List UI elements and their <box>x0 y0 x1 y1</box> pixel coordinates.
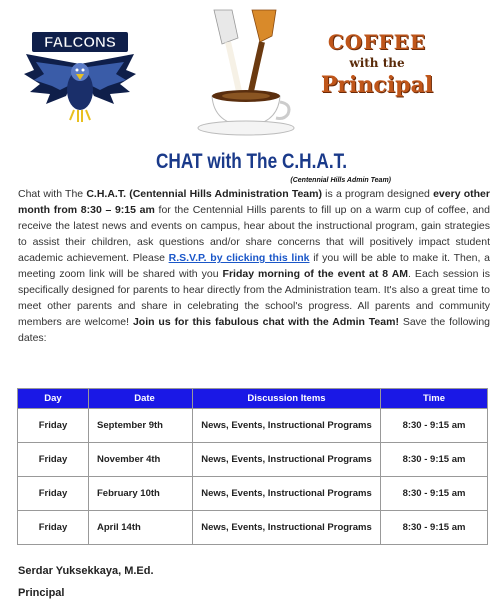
body-text: Save the following dates: <box>18 316 490 344</box>
cell-day: Friday <box>18 443 89 477</box>
table-row <box>18 477 488 511</box>
cell-time: 8:30 - 9:15 am <box>381 443 488 477</box>
logo-text: FALCONS <box>44 34 116 51</box>
cell-date: September 9th <box>89 409 193 443</box>
cell-items: News, Events, Instructional Programs <box>193 511 381 545</box>
coffee-cup-image <box>192 8 300 138</box>
body-text: . Each session is specifically designed for parents to hear directly from the Administration team. It's also a great time to meet other parents and share in celebrating the school's progress. All parents and community members are welcome! <box>18 268 490 328</box>
cell-day: Friday <box>18 409 89 443</box>
table-row <box>18 511 488 545</box>
signature-name: Serdar Yuksekkaya, M.Ed. <box>18 565 154 577</box>
table-row <box>18 443 488 477</box>
body-text: if you will be able to make it. Then, a meeting zoom link will be shared with you <box>18 252 490 280</box>
coffee-with-principal-title <box>302 30 452 110</box>
cell-date: November 4th <box>89 443 193 477</box>
header-banner <box>0 0 503 140</box>
schedule-table <box>17 388 488 545</box>
page-title: CHAT with The C.H.A.T. <box>155 150 348 173</box>
cell-time: 8:30 - 9:15 am <box>381 511 488 545</box>
body-text: is a program designed <box>321 188 434 200</box>
table-row <box>18 409 488 443</box>
cell-items: News, Events, Instructional Programs <box>193 477 381 511</box>
cell-items: News, Events, Instructional Programs <box>193 443 381 477</box>
body-bold-schedule: every other month from 8:30 – 9:15 am <box>18 188 490 216</box>
header-day: Day <box>18 389 89 409</box>
body-text: Chat with The <box>18 188 87 200</box>
falcons-logo <box>20 24 140 128</box>
cell-day: Friday <box>18 511 89 545</box>
intro-paragraph <box>18 186 490 346</box>
cell-time: 8:30 - 9:15 am <box>381 409 488 443</box>
header-discussion-items: Discussion Items <box>193 389 381 409</box>
body-bold-chat: C.H.A.T. (Centennial Hills Administration Team) <box>86 188 322 200</box>
header-time: Time <box>381 389 488 409</box>
coffee-word: COFFEE <box>327 30 427 54</box>
with-the-word: with the <box>349 56 405 70</box>
body-bold-friday: Friday morning of the event at 8 AM <box>222 268 409 280</box>
cell-day: Friday <box>18 477 89 511</box>
table-header-row <box>18 389 488 409</box>
cell-time: 8:30 - 9:15 am <box>381 477 488 511</box>
signature-role: Principal <box>18 587 65 599</box>
body-bold-join: Join us for this fabulous chat with the Admin Team! <box>132 316 399 328</box>
body-text: for the Centennial Hills parents to fill up on a warm cup of coffee, and receive the latest news and events on campus, hear about the instructional program, gain strategies to assist their children, ask questions and/or share concerns that will positively impact student academic achievement. Please <box>18 204 490 264</box>
cell-items: News, Events, Instructional Programs <box>193 409 381 443</box>
rsvp-link[interactable]: R.S.V.P. by clicking this link <box>168 252 310 264</box>
page-subtitle: (Centennial Hills Admin Team) <box>290 177 391 184</box>
header-date: Date <box>89 389 193 409</box>
cell-date: February 10th <box>89 477 193 511</box>
principal-word: Principal <box>320 72 434 98</box>
cell-date: April 14th <box>89 511 193 545</box>
